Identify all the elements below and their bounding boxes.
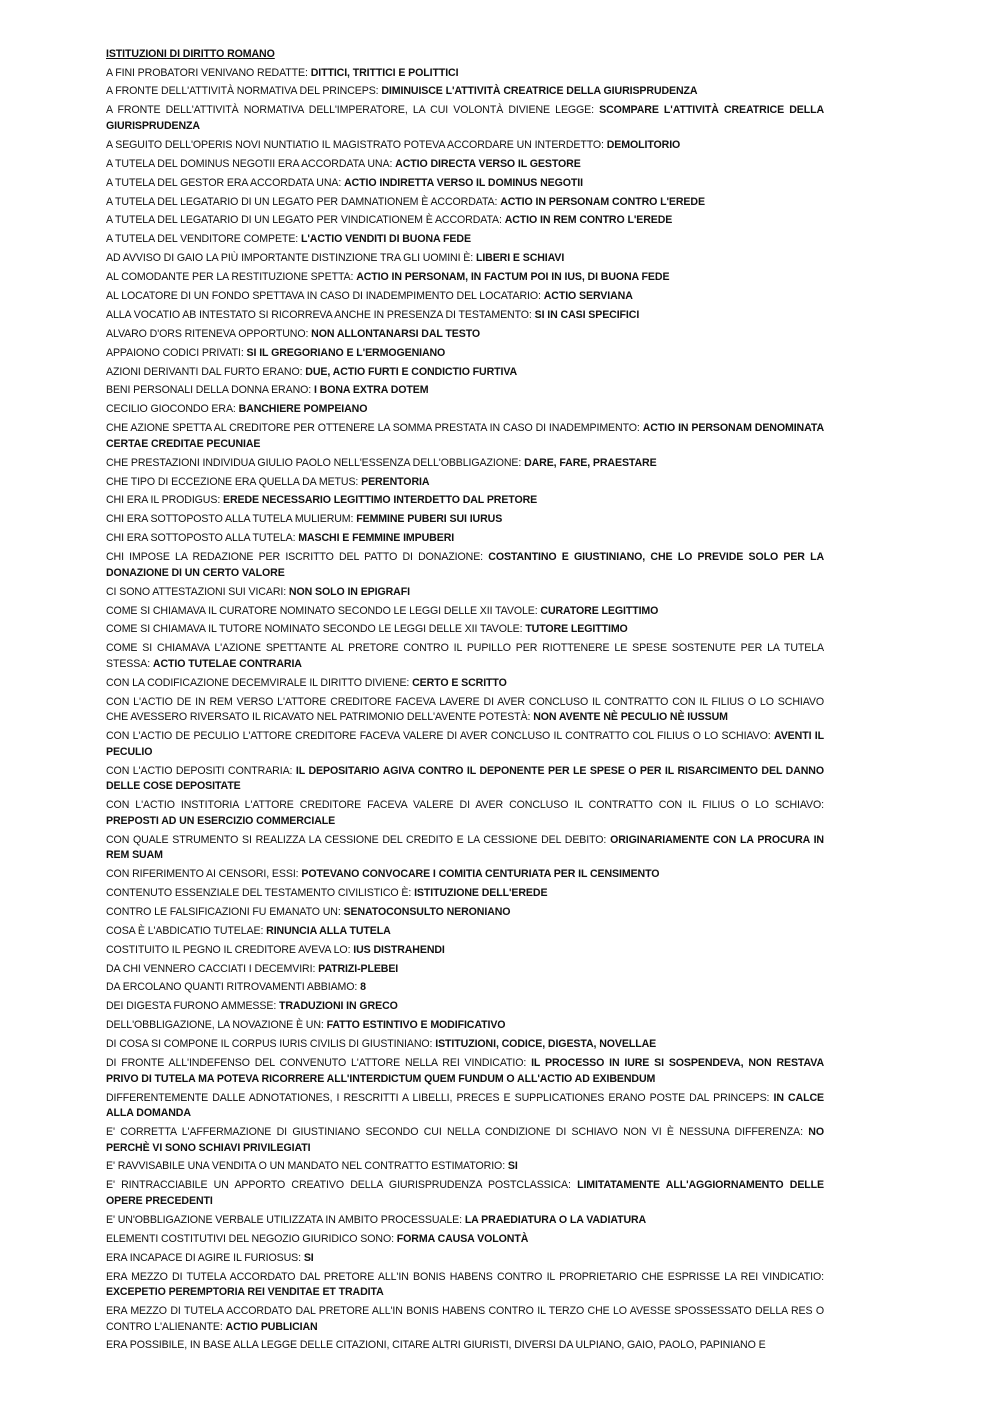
question-text: DI FRONTE ALL'INDEFENSO DEL CONVENUTO L'ATTORE NELLA REI VINDICATIO: xyxy=(106,1057,527,1070)
question-text: A FRONTE DELL'ATTIVITÀ NORMATIVA DELL'IMPERATORE, LA CUI VOLONTÀ DIVIENE LEGGE: xyxy=(106,104,594,117)
question-text: CON L'ACTIO DEPOSITI CONTRARIA: xyxy=(106,764,293,777)
qa-entry xyxy=(106,764,824,795)
question-text: CHI IMPOSE LA REDAZIONE PER ISCRITTO DEL PATTO DI DONAZIONE: xyxy=(106,551,484,564)
answer-text: CURATORE LEGITTIMO xyxy=(540,604,659,617)
question-text: COME SI CHIAMAVA IL TUTORE NOMINATO SECONDO LE LEGGI DELLE XII TAVOLE: xyxy=(106,623,523,636)
question-text: AD AVVISO DI GAIO LA PIÙ IMPORTANTE DISTINZIONE TRA GLI UOMINI È: xyxy=(106,252,474,265)
question-text: CECILIO GIOCONDO ERA: xyxy=(106,403,236,416)
question-text: ERA POSSIBILE, IN BASE ALLA LEGGE DELLE CITAZIONI, CITARE ALTRI GIURISTI, DIVERSI DA ULPIANO, GAIO, PAOLO, PAPINIANO E xyxy=(106,1339,766,1352)
answer-text: PATRIZI-PLEBEI xyxy=(318,962,399,975)
qa-entry xyxy=(106,905,824,921)
question-text: E' RAVVISABILE UNA VENDITA O UN MANDATO NEL CONTRATTO ESTIMATORIO: xyxy=(106,1160,506,1173)
question-text: A TUTELA DEL VENDITORE COMPETE: xyxy=(106,233,299,246)
qa-entry xyxy=(106,585,824,601)
qa-entry xyxy=(106,1159,824,1175)
question-text: DI COSA SI COMPONE IL CORPUS IURIS CIVILIS DI GIUSTINIANO: xyxy=(106,1038,433,1051)
question-text: CON LA CODIFICAZIONE DECEMVIRALE IL DIRITTO DIVIENE: xyxy=(106,676,410,689)
answer-text: ACTIO IN PERSONAM CONTRO L'EREDE xyxy=(500,195,705,208)
qa-entry xyxy=(106,66,824,82)
question-text: CHI ERA SOTTOPOSTO ALLA TUTELA: xyxy=(106,532,296,545)
qa-entry xyxy=(106,980,824,996)
question-text: A FINI PROBATORI VENIVANO REDATTE: xyxy=(106,66,308,79)
answer-text: EREDE NECESSARIO LEGITTIMO INTERDETTO DAL PRETORE xyxy=(223,494,538,507)
qa-entry xyxy=(106,383,824,399)
answer-text: TUTORE LEGITTIMO xyxy=(525,623,628,636)
answer-text: SI IL GREGORIANO E L'ERMOGENIANO xyxy=(246,346,446,359)
question-text: CHI ERA SOTTOPOSTO ALLA TUTELA MULIERUM: xyxy=(106,513,354,526)
answer-text: LIBERI E SCHIAVI xyxy=(475,252,565,265)
question-text: AL COMODANTE PER LA RESTITUZIONE SPETTA: xyxy=(106,271,354,284)
qa-entry xyxy=(106,641,824,672)
question-text: BENI PERSONALI DELLA DONNA ERANO: xyxy=(106,384,312,397)
answer-text: FEMMINE PUBERI SUI IURUS xyxy=(356,513,503,526)
qa-entry xyxy=(106,270,824,286)
answer-text: PERENTORIA xyxy=(361,475,430,488)
qa-entry xyxy=(106,886,824,902)
answer-text: COSTANTINO E GIUSTINIANO, CHE LO PREVIDE SOLO PER LA DONAZIONE DI UN CERTO VALORE xyxy=(106,551,825,579)
document-page xyxy=(106,47,824,1357)
question-text: COME SI CHIAMAVA L'AZIONE SPETTANTE AL PRETORE CONTRO IL PUPILLO PER RIOTTENERE LE SPESE SOSTENUTE PER LA TUTELA STESSA: xyxy=(106,642,824,670)
question-text: ERA INCAPACE DI AGIRE IL FURIOSUS: xyxy=(106,1251,301,1264)
qa-entry xyxy=(106,943,824,959)
question-text: A TUTELA DEL LEGATARIO DI UN LEGATO PER DAMNATIONEM È ACCORDATA: xyxy=(106,195,498,208)
question-text: ELEMENTI COSTITUTIVI DEL NEGOZIO GIURIDICO SONO: xyxy=(106,1232,394,1245)
qa-entry xyxy=(106,365,824,381)
answer-text: NON SOLO IN EPIGRAFI xyxy=(288,585,410,598)
answer-text: I BONA EXTRA DOTEM xyxy=(313,384,429,397)
question-text: ALVARO D'ORS RITENEVA OPPORTUNO: xyxy=(106,327,309,340)
qa-entry xyxy=(106,1338,824,1354)
question-text: APPAIONO CODICI PRIVATI: xyxy=(106,346,244,359)
qa-entry xyxy=(106,103,824,134)
answer-text: FATTO ESTINTIVO E MODIFICATIVO xyxy=(326,1019,506,1032)
answer-text: ACTIO TUTELAE CONTRARIA xyxy=(152,657,302,670)
qa-entry xyxy=(106,512,824,528)
answer-text: IL PROCESSO IN IURE SI SOSPENDEVA, NON RESTAVA PRIVO DI TUTELA MA POTEVA RICORRERE ALL'INTERDICTUM QUEM FUNDUM O ALL'ACTIO AD EXIBENDUM xyxy=(106,1057,825,1085)
answer-text: FORMA CAUSA VOLONTÀ xyxy=(396,1232,529,1245)
answer-text: LIMITATAMENTE ALL'AGGIORNAMENTO DELLE OPERE PRECEDENTI xyxy=(106,1179,824,1207)
qa-entry xyxy=(106,176,824,192)
document-title: ISTITUZIONI DI DIRITTO ROMANO xyxy=(106,48,275,60)
answer-text: TRADUZIONI IN GRECO xyxy=(279,1000,398,1013)
answer-text: IUS DISTRAHENDI xyxy=(353,943,445,956)
answer-text: MASCHI E FEMMINE IMPUBERI xyxy=(298,532,455,545)
answer-text: NON ALLONTANARSI DAL TESTO xyxy=(311,327,481,340)
question-text: CON QUALE STRUMENTO SI REALIZZA LA CESSIONE DEL CREDITO E LA CESSIONE DEL DEBITO: xyxy=(106,833,607,846)
question-text: A FRONTE DELL'ATTIVITÀ NORMATIVA DEL PRINCEPS: xyxy=(106,85,379,98)
qa-entry xyxy=(106,475,824,491)
answer-text: SCOMPARE L'ATTIVITÀ CREATRICE DELLA GIURISPRUDENZA xyxy=(106,104,825,132)
qa-entry xyxy=(106,962,824,978)
question-text: AL LOCATORE DI UN FONDO SPETTAVA IN CASO DI INADEMPIMENTO DEL LOCATARIO: xyxy=(106,289,541,302)
answer-text: ISTITUZIONI, CODICE, DIGESTA, NOVELLAE xyxy=(435,1038,657,1051)
question-text: ERA MEZZO DI TUTELA ACCORDATO DAL PRETORE ALL'IN BONIS HABENS CONTRO IL PROPRIETARIO CHE ESPRISSE LA REI VINDICATIO: xyxy=(106,1270,824,1283)
qa-entry xyxy=(106,251,824,267)
qa-entry xyxy=(106,232,824,248)
answer-text: RINUNCIA ALLA TUTELA xyxy=(266,924,391,937)
question-text: A TUTELA DEL DOMINUS NEGOTII ERA ACCORDATA UNA: xyxy=(106,157,393,170)
question-text: ERA MEZZO DI TUTELA ACCORDATO DAL PRETORE ALL'IN BONIS HABENS CONTRO IL TERZO CHE LO AVESSE SPOSSESSATO DELLA RES O CONTRO L'ALIENANTE: xyxy=(106,1305,824,1333)
answer-text: BANCHIERE POMPEIANO xyxy=(238,403,368,416)
qa-entry xyxy=(106,84,824,100)
question-text: E' UN'OBBLIGAZIONE VERBALE UTILIZZATA IN AMBITO PROCESSUALE: xyxy=(106,1213,462,1226)
answer-text: IL DEPOSITARIO AGIVA CONTRO IL DEPONENTE PER LE SPESE O PER IL RISARCIMENTO DEL DANNO DELLE COSE DEPOSITATE xyxy=(106,764,824,793)
qa-entry xyxy=(106,327,824,343)
answer-text: AVENTI IL PECULIO xyxy=(106,730,824,758)
answer-text: DEMOLITORIO xyxy=(606,138,681,151)
qa-entry xyxy=(106,1270,824,1301)
qa-entry xyxy=(106,493,824,509)
answer-text: 8 xyxy=(360,981,366,994)
question-text: DEI DIGESTA FURONO AMMESSE: xyxy=(106,1000,277,1013)
answer-text: PREPOSTI AD UN ESERCIZIO COMMERCIALE xyxy=(106,814,336,827)
question-text: A TUTELA DEL GESTOR ERA ACCORDATA UNA: xyxy=(106,176,342,189)
qa-entry xyxy=(106,1018,824,1034)
answer-text: DARE, FARE, PRAESTARE xyxy=(524,456,657,469)
question-text: A TUTELA DEL LEGATARIO DI UN LEGATO PER VINDICATIONEM È ACCORDATA: xyxy=(106,214,502,227)
qa-entry xyxy=(106,676,824,692)
question-text: CHI ERA IL PRODIGUS: xyxy=(106,494,221,507)
answer-text: ACTIO IN REM CONTRO L'EREDE xyxy=(504,214,673,227)
qa-entry xyxy=(106,924,824,940)
qa-entry xyxy=(106,1125,824,1156)
answer-text: L'ACTIO VENDITI DI BUONA FEDE xyxy=(301,233,471,246)
question-text: CON L'ACTIO DE IN REM VERSO L'ATTORE CREDITORE FACEVA LAVERE DI AVER CONCLUSO IL CONTRATTO CON IL FILIUS O LO SCHIAVO CHE AVESSERO RIVERSATO IL RICAVATO NEL PATRIMONIO DELL'AVENTE POTESTÀ: xyxy=(106,695,824,724)
qa-entry xyxy=(106,1178,824,1209)
qa-entry xyxy=(106,1232,824,1248)
question-text: COSA È L'ABDICATIO TUTELAE: xyxy=(106,924,264,937)
question-text: AZIONI DERIVANTI DAL FURTO ERANO: xyxy=(106,365,303,378)
qa-entry xyxy=(106,1037,824,1053)
qa-entry xyxy=(106,346,824,362)
answer-text: NON AVENTE NÈ PECULIO NÈ IUSSUM xyxy=(533,711,728,724)
answer-text: ACTIO IN PERSONAM DENOMINATA CERTAE CREDITAE PECUNIAE xyxy=(106,422,824,450)
qa-entry xyxy=(106,308,824,324)
question-text: COME SI CHIAMAVA IL CURATORE NOMINATO SECONDO LE LEGGI DELLE XII TAVOLE: xyxy=(106,604,538,617)
answer-text: SI xyxy=(303,1251,314,1264)
qa-entry xyxy=(106,195,824,211)
qa-entry xyxy=(106,1091,824,1122)
qa-entry xyxy=(106,157,824,173)
question-text: CHE PRESTAZIONI INDIVIDUA GIULIO PAOLO NELL'ESSENZA DELL'OBBLIGAZIONE: xyxy=(106,456,522,469)
answer-text: ACTIO INDIRETTA VERSO IL DOMINUS NEGOTII xyxy=(344,176,583,189)
question-text: E' CORRETTA L'AFFERMAZIONE DI GIUSTINIANO SECONDO CUI NELLA CONDIZIONE DI SCHIAVO NON VI È NESSUNA DIFFERENZA: xyxy=(106,1125,803,1138)
question-text: DA CHI VENNERO CACCIATI I DECEMVIRI: xyxy=(106,962,316,975)
answer-text: ACTIO DIRECTA VERSO IL GESTORE xyxy=(395,157,581,170)
answer-text: IN CALCE ALLA DOMANDA xyxy=(106,1091,824,1120)
question-text: DA ERCOLANO QUANTI RITROVAMENTI ABBIAMO: xyxy=(106,981,358,994)
answer-text: ACTIO SERVIANA xyxy=(543,289,633,302)
qa-entry xyxy=(106,867,824,883)
answer-text: LA PRAEDIATURA O LA VADIATURA xyxy=(464,1213,647,1226)
answer-text: DIMINUISCE L'ATTIVITÀ CREATRICE DELLA GIURISPRUDENZA xyxy=(381,85,698,98)
qa-entry xyxy=(106,729,824,760)
answer-text: NO PERCHÈ VI SONO SCHIAVI PRIVILEGIATI xyxy=(106,1125,824,1154)
question-text: E' RINTRACCIABILE UN APPORTO CREATIVO DELLA GIURISPRUDENZA POSTCLASSICA: xyxy=(106,1179,571,1192)
answer-text: SENATOCONSULTO NERONIANO xyxy=(343,905,511,918)
qa-entry xyxy=(106,550,824,581)
qa-entry xyxy=(106,213,824,229)
question-text: CONTRO LE FALSIFICAZIONI FU EMANATO UN: xyxy=(106,905,341,918)
answer-text: EXCEPETIO PEREMPTORIA REI VENDITAE ET TRADITA xyxy=(106,1286,384,1299)
qa-entry xyxy=(106,402,824,418)
question-text: COSTITUITO IL PEGNO IL CREDITORE AVEVA LO: xyxy=(106,943,351,956)
qa-entry xyxy=(106,999,824,1015)
question-text: CHE TIPO DI ECCEZIONE ERA QUELLA DA METUS: xyxy=(106,475,359,488)
qa-entry xyxy=(106,531,824,547)
qa-entry xyxy=(106,604,824,620)
answer-text: DITTICI, TRITTICI E POLITTICI xyxy=(310,66,459,79)
question-text: DELL'OBBLIGAZIONE, LA NOVAZIONE È UN: xyxy=(106,1019,324,1032)
qa-entry xyxy=(106,622,824,638)
answer-text: ISTITUZIONE DELL'EREDE xyxy=(414,887,548,899)
answer-text: DUE, ACTIO FURTI E CONDICTIO FURTIVA xyxy=(305,365,518,378)
question-text: CON RIFERIMENTO AI CENSORI, ESSI: xyxy=(106,868,299,881)
answer-text: ACTIO PUBLICIAN xyxy=(225,1320,318,1333)
question-text: DIFFERENTEMENTE DALLE ADNOTATIONES, I RESCRITTI A LIBELLI, PRECES E SUPPLICATIONES ERANO POSTE DAL PRINCEPS: xyxy=(106,1091,770,1104)
question-text: CON L'ACTIO DE PECULIO L'ATTORE CREDITORE FACEVA VALERE DI AVER CONCLUSO IL CONTRATTO COL FILIUS O LO SCHIAVO: xyxy=(106,730,771,743)
answer-text: SI IN CASI SPECIFICI xyxy=(534,308,640,321)
qa-entry xyxy=(106,695,824,726)
qa-entry xyxy=(106,456,824,472)
qa-entry xyxy=(106,138,824,154)
question-text: CHE AZIONE SPETTA AL CREDITORE PER OTTENERE LA SOMMA PRESTATA IN CASO DI INADEMPIMENTO: xyxy=(106,422,640,435)
qa-entry xyxy=(106,1213,824,1229)
qa-entry xyxy=(106,798,824,829)
question-text: CI SONO ATTESTAZIONI SUI VICARI: xyxy=(106,585,287,598)
question-text: CONTENUTO ESSENZIALE DEL TESTAMENTO CIVILISTICO È: xyxy=(106,887,412,899)
question-text: A SEGUITO DELL'OPERIS NOVI NUNTIATIO IL MAGISTRATO POTEVA ACCORDARE UN INTERDETTO: xyxy=(106,138,604,151)
answer-text: CERTO E SCRITTO xyxy=(412,676,507,689)
qa-entry xyxy=(106,289,824,305)
answer-text: POTEVANO CONVOCARE I COMITIA CENTURIATA PER IL CENSIMENTO xyxy=(301,868,660,881)
qa-entry xyxy=(106,1056,824,1087)
answer-text: ACTIO IN PERSONAM, IN FACTUM POI IN IUS, DI BUONA FEDE xyxy=(356,271,670,284)
question-text: ALLA VOCATIO AB INTESTATO SI RICORREVA ANCHE IN PRESENZA DI TESTAMENTO: xyxy=(106,308,532,321)
answer-text: ORIGINARIAMENTE CON LA PROCURA IN REM SUAM xyxy=(106,833,824,862)
qa-entry xyxy=(106,1251,824,1267)
qa-entry xyxy=(106,421,824,452)
entries-list xyxy=(106,66,824,1354)
qa-entry xyxy=(106,833,824,864)
answer-text: SI xyxy=(507,1160,518,1173)
qa-entry xyxy=(106,1304,824,1335)
question-text: CON L'ACTIO INSTITORIA L'ATTORE CREDITORE FACEVA VALERE DI AVER CONCLUSO IL CONTRATTO CON IL FILIUS O LO SCHIAVO: xyxy=(106,799,824,812)
